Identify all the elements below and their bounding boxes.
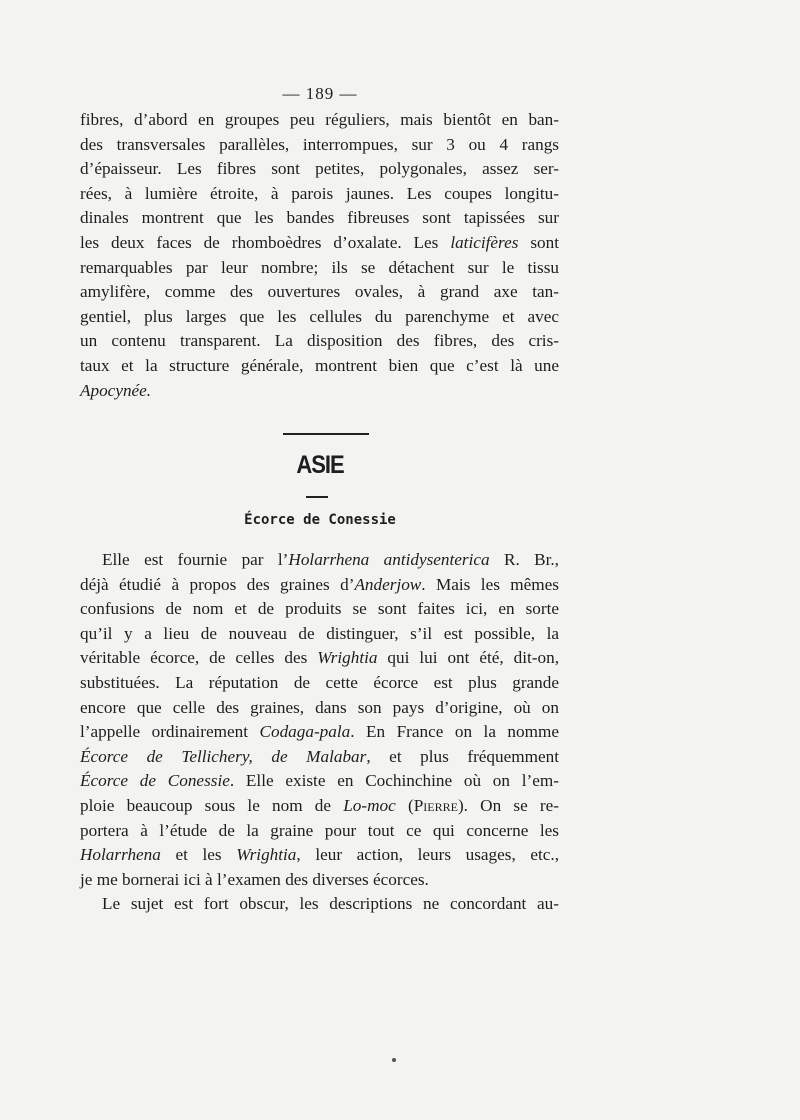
italic-term: laticifères (450, 232, 519, 252)
text-span: , et plus fréquemment (366, 746, 559, 766)
text-line: fibres, d’abord en groupes peu réguliers, mais bientôt en ban- (80, 110, 559, 129)
text-line: d’épaisseur. Les fibres sont petites, polygonales, assez ser- (80, 159, 559, 179)
text-line: encore que celle des graines, dans son pays d’origine, où on (80, 697, 559, 717)
italic-term: Wrightia (317, 648, 378, 668)
text-line (80, 548, 559, 573)
italic-term: Apocynée. (80, 380, 152, 400)
italic-term: Holarrhena antidysenterica (288, 550, 490, 569)
paragraph-fibres (80, 108, 559, 403)
text-line: rées, à lumière étroite, à parois jaunes. Les coupes longitu- (80, 183, 559, 203)
italic-term: Écorce de Tellichery, de Malabar (80, 746, 367, 766)
text-span: les deux faces de rhomboèdres d’oxalate. Les (80, 232, 451, 252)
print-speck (392, 1058, 396, 1062)
text-line: un contenu transparent. La disposition des fibres, des cris- (80, 331, 559, 351)
title-underline (306, 496, 328, 498)
text-line (80, 646, 559, 671)
text-span: qui lui ont été, dit-on, (377, 648, 559, 668)
text-line: je me bornerai ici à l’examen des diverses écorces. (80, 869, 429, 889)
text-line: remarquables par leur nombre; ils se détachent sur le tissu (80, 257, 559, 277)
text-line (80, 745, 559, 770)
text-span: véritable écorce, de celles des (80, 648, 318, 668)
text-span: . Elle existe en Cochinchine où on l’em- (229, 771, 559, 791)
text-line (80, 769, 559, 794)
italic-term: Anderjow (354, 574, 422, 594)
italic-term: Wrightia (236, 845, 297, 865)
text-span: Elle est fournie par l’ (102, 550, 289, 569)
italic-term: Codaga-pala (259, 722, 351, 742)
text-span: et les (160, 845, 237, 865)
text-line (80, 843, 559, 868)
text-line (80, 720, 559, 745)
italic-term: Holarrhena (80, 845, 161, 865)
text-line: qu’il y a lieu de nouveau de distinguer, s’il est possible, la (80, 623, 559, 643)
text-span: ploie beaucoup sous le nom de (80, 795, 344, 815)
text-line: portera à l’étude de la graine pour tout ce qui concerne les (80, 820, 559, 840)
italic-term: Écorce de Conessie (80, 771, 230, 791)
text-line: dinales montrent que les bandes fibreuses sont tapissées sur (80, 208, 559, 228)
text-line: amylifère, comme des ouvertures ovales, à grand axe tan- (80, 282, 559, 302)
text-line: taux et la structure générale, montrent bien que c’est là une (80, 355, 559, 375)
text-span: . En France on la nomme (350, 722, 559, 742)
page-number: — 189 — (282, 84, 358, 103)
subsection-title: Écorce de Conessie (244, 512, 396, 528)
text-span: ( (395, 795, 414, 815)
text-line: gentiel, plus larges que les cellules du parenchyme et avec (80, 306, 559, 326)
section-divider (283, 433, 369, 435)
text-span: déjà étudié à propos des graines d’ (80, 574, 355, 594)
text-span: sont (518, 232, 560, 252)
author-name: Pierre (413, 795, 458, 815)
italic-term: Lo-moc (343, 795, 396, 815)
text-span: , leur action, leurs usages, etc., (296, 845, 559, 865)
text-span: l’appelle ordinairement (80, 722, 260, 742)
text-line: confusions de nom et de produits se sont faites ici, en sorte (80, 599, 559, 619)
text-line: substituées. La réputation de cette écorce est plus grande (80, 672, 559, 692)
text-line (80, 231, 559, 256)
text-line (80, 379, 559, 404)
text-line: Le sujet est fort obscur, les descriptions ne concordant au- (102, 894, 559, 914)
text-line: des transversales parallèles, interrompues, sur 3 ou 4 rangs (80, 134, 559, 154)
text-line (80, 573, 559, 598)
text-span: . Mais les mêmes (421, 574, 559, 594)
text-line (80, 794, 559, 819)
section-title: ASIE (296, 450, 344, 479)
text-span: R. Br., (489, 550, 559, 569)
text-span: ). On se re- (457, 795, 559, 815)
paragraph-conessie (80, 548, 559, 917)
